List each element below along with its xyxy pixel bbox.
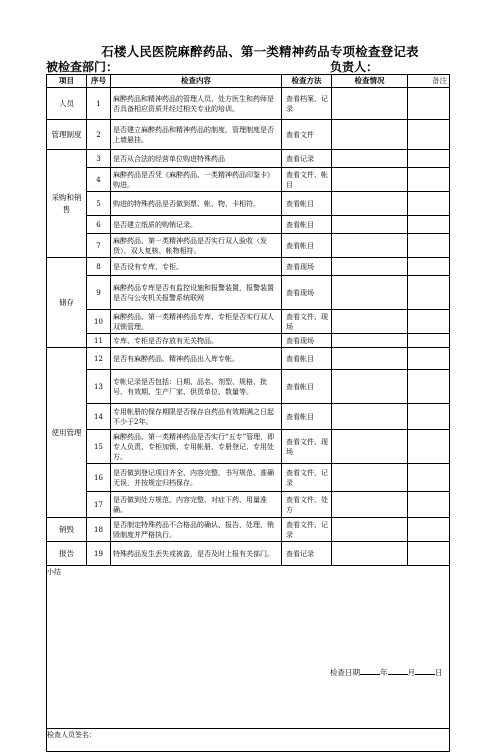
date-prefix: 检查日期 [330,668,360,677]
row-no: 17 [87,492,111,518]
row-method: 查看帐目 [282,404,332,430]
date-day: 日 [435,668,443,677]
row-no: 8 [87,258,111,276]
table-row [47,258,450,276]
row-content: 是否制定特殊药品不合格品的确认、报告、处理、销毁制度并严格执行。 [111,518,282,542]
status-cell[interactable] [332,464,408,492]
row-content: 是否做到登记项目齐全、内容完整、书写规范、准确无误，并按规定归档保存。 [111,464,282,492]
header-method: 检查方法 [282,75,332,88]
status-cell[interactable] [332,150,408,168]
row-method: 查看帐目 [282,216,332,234]
row-method: 查看现场 [282,258,332,276]
table-row [47,492,450,518]
row-no: 6 [87,216,111,234]
status-cell[interactable] [332,234,408,258]
table-row [47,168,450,192]
date-month: 月 [407,668,415,677]
header-item: 项目 [47,75,87,88]
status-cell[interactable] [332,348,408,370]
table-row [47,348,450,370]
row-no: 12 [87,348,111,370]
year-blank[interactable] [360,674,380,675]
row-no: 18 [87,518,111,542]
category-system: 管理制度 [47,120,87,150]
remark-cell[interactable] [408,430,450,464]
row-method: 查看文件、记录 [282,518,332,542]
remark-cell[interactable] [408,258,450,276]
header-no: 序号 [87,75,111,88]
row-content: 专库、专柜是否存放有无关物品。 [111,334,282,348]
table-row [47,334,450,348]
document-title: 石楼人民医院麻醉药品、第一类精神药品专项检查登记表 [101,44,419,59]
row-method: 查看帐目 [282,370,332,404]
remark-cell[interactable] [408,192,450,216]
row-no: 10 [87,310,111,334]
table-row [47,88,450,120]
row-content: 是否从合法的经营单位购进特殊药品 [111,150,282,168]
row-content: 麻醉药品专库是否有监控设施和报警装置，报警装置是否与公安机关报警系统联网 [111,276,282,310]
status-cell[interactable] [332,542,408,566]
table-row [47,518,450,542]
row-method: 查看文件、现场 [282,430,332,464]
signature-row [47,729,450,752]
table-row [47,120,450,150]
header-remark: 备注 [408,75,450,88]
table-row [47,216,450,234]
table-row [47,404,450,430]
remark-cell[interactable] [408,216,450,234]
row-method: 查看文件、帐目 [282,168,332,192]
remark-cell[interactable] [408,88,450,120]
remark-cell[interactable] [408,310,450,334]
remark-cell[interactable] [408,168,450,192]
signature-cell[interactable] [47,729,450,752]
row-content: 是否设有专库、专柜。 [111,258,282,276]
status-cell[interactable] [332,192,408,216]
row-content: 是否建立纸质的购销记录。 [111,216,282,234]
row-content: 专用帐册的保存期限是否保存自药品有效期满之日起不少于2年。 [111,404,282,430]
row-no: 19 [87,542,111,566]
row-no: 3 [87,150,111,168]
row-content: 是否有麻醉药品、精神药品出入库专帐。 [111,348,282,370]
table-row [47,234,450,258]
person-in-charge-label: 负责人： [330,60,379,74]
summary-row [47,566,450,729]
row-no: 9 [87,276,111,310]
row-content: 是否建立麻醉药品和精神药品的制度，管理制度是否上墙悬挂。 [111,120,282,150]
signature-label: 检查人员签名： [47,731,96,739]
status-cell[interactable] [332,492,408,518]
row-no: 7 [87,234,111,258]
remark-cell[interactable] [408,492,450,518]
inspection-date [330,667,443,678]
month-blank[interactable] [388,674,408,675]
status-cell[interactable] [332,88,408,120]
row-method: 查看现场 [282,276,332,310]
row-content: 麻醉药品、第一类精神药品是否实行“五专”管理，即专人负责、专柜加锁、专用帐册、专册登记、专用处方。 [111,430,282,464]
remark-cell[interactable] [408,542,450,566]
status-cell[interactable] [332,120,408,150]
category-report: 报告 [47,542,87,566]
row-method: 查看文件、记录 [282,464,332,492]
remark-cell[interactable] [408,276,450,310]
row-method: 查看帐目 [282,234,332,258]
row-no: 2 [87,120,111,150]
status-cell[interactable] [332,370,408,404]
summary-label: 小结 [47,568,61,576]
table-row [47,192,450,216]
status-cell[interactable] [332,276,408,310]
row-content: 专帐记录是否包括：日期、品名、剂型、规格、批号、有效期、生产厂家、供货单位、数量等。 [111,370,282,404]
day-blank[interactable] [415,674,435,675]
status-cell[interactable] [332,430,408,464]
row-no: 4 [87,168,111,192]
table-header-row [47,75,450,88]
remark-cell[interactable] [408,518,450,542]
summary-cell[interactable] [47,566,450,729]
row-no: 14 [87,404,111,430]
remark-cell[interactable] [408,150,450,168]
status-cell[interactable] [332,168,408,192]
row-method: 查看文件、处方 [282,492,332,518]
inspected-department-label: 被检查部门： [46,60,119,74]
row-method: 查看文件、现场 [282,310,332,334]
row-content: 麻醉药品和精神药品的管理人员、处方医生和药师是否具备相应资质并经过相关专业的培训。 [111,88,282,120]
row-method: 查看现场 [282,334,332,348]
table-row [47,464,450,492]
row-no: 1 [87,88,111,120]
table-row [47,430,450,464]
row-no: 13 [87,370,111,404]
row-content: 麻醉药品是否凭《麻醉药品、一类精神药品印鉴卡》购进。 [111,168,282,192]
table-row [47,276,450,310]
status-cell[interactable] [332,334,408,348]
status-cell[interactable] [332,310,408,334]
row-content: 购进的特殊药品是否做到票、帐、物、卡相符。 [111,192,282,216]
remark-cell[interactable] [408,120,450,150]
table-row [47,542,450,566]
table-row [47,150,450,168]
row-method: 查看记录 [282,150,332,168]
remark-cell[interactable] [408,334,450,348]
row-method: 查看帐目 [282,192,332,216]
status-cell[interactable] [332,216,408,234]
status-cell[interactable] [332,404,408,430]
category-storage: 储存 [47,258,87,348]
row-content: 麻醉药品、第一类精神药品是否实行双人验收（发货）、双人复核、帐物相符。 [111,234,282,258]
inspection-table [46,74,450,752]
row-method: 查看记录 [282,542,332,566]
remark-cell[interactable] [408,404,450,430]
row-content: 是否做到处方规范、内容完整、对症下药、用量准确。 [111,492,282,518]
row-no: 5 [87,192,111,216]
row-content: 特殊药品发生丢失或被盗，是否及时上报有关部门。 [111,542,282,566]
row-method: 查看帐目 [282,348,332,370]
table-row [47,370,450,404]
remark-cell[interactable] [408,464,450,492]
remark-cell[interactable] [408,370,450,404]
category-usage: 使用管理 [47,348,87,518]
row-no: 16 [87,464,111,492]
table-row [47,310,450,334]
row-method: 查看文件 [282,120,332,150]
status-cell[interactable] [332,518,408,542]
remark-cell[interactable] [408,348,450,370]
category-purchase: 采购和销售 [47,150,87,258]
row-method: 查看档案、记录 [282,88,332,120]
row-no: 15 [87,430,111,464]
status-cell[interactable] [332,258,408,276]
date-year: 年 [380,668,388,677]
category-personnel: 人员 [47,88,87,120]
category-destroy: 销毁 [47,518,87,542]
row-no: 11 [87,334,111,348]
header-status: 检查情况 [332,75,408,88]
remark-cell[interactable] [408,234,450,258]
row-content: 麻醉药品、第一类精神药品专库、专柜是否实行双人双锁管理。 [111,310,282,334]
header-content: 检查内容 [111,75,282,88]
